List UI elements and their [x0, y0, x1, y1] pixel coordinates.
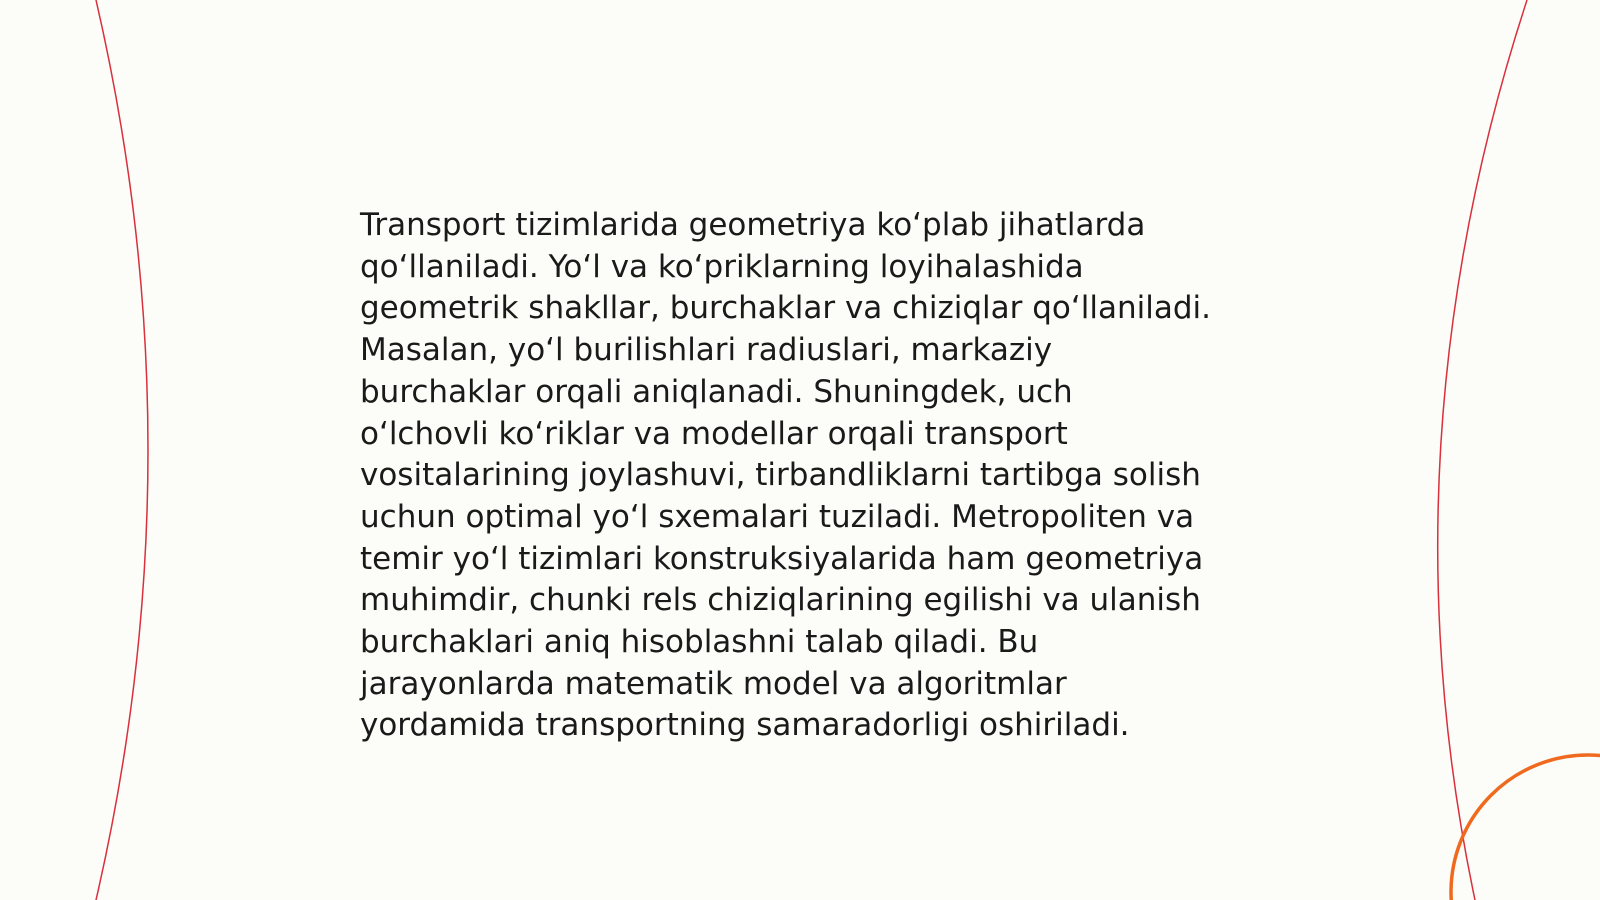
- paragraph-line: uchun optimal yo‘l sxemalari tuziladi. Metropoliten va: [360, 498, 1195, 535]
- paragraph-line: yordamida transportning samaradorligi oshiriladi.: [360, 707, 1130, 744]
- paragraph-line: jarayonlarda matematik model va algoritmlar: [360, 665, 1067, 702]
- paragraph-line: Transport tizimlarida geometriya ko‘plab jihatlarda: [360, 207, 1146, 243]
- paragraph-line: muhimdir, chunki rels chiziqlarining egilishi va ulanish: [360, 582, 1201, 619]
- orange-circle-arc: [1451, 755, 1600, 900]
- paragraph-line: o‘lchovli ko‘riklar va modellar orqali transport: [360, 415, 1068, 452]
- paragraph-line: geometrik shakllar, burchaklar va chiziqlar qo‘llaniladi.: [360, 290, 1211, 327]
- paragraph-line: Masalan, yo‘l burilishlari radiuslari, markaziy: [360, 332, 1053, 369]
- left-arc: [96, 0, 148, 900]
- paragraph-line: burchaklar orqali aniqlanadi. Shuningdek, uch: [360, 373, 1073, 410]
- paragraph-line: temir yo‘l tizimlari konstruksiyalarida ham geometriya: [360, 540, 1204, 577]
- body-paragraph: [360, 205, 1260, 747]
- paragraph-line: burchaklari aniq hisoblashni talab qiladi. Bu: [360, 624, 1039, 661]
- paragraph-line: qo‘llaniladi. Yo‘l va ko‘priklarning loyihalashida: [360, 248, 1084, 285]
- paragraph-line: vositalarining joylashuvi, tirbandliklarni tartibga solish: [360, 457, 1201, 494]
- right-arc: [1438, 0, 1527, 900]
